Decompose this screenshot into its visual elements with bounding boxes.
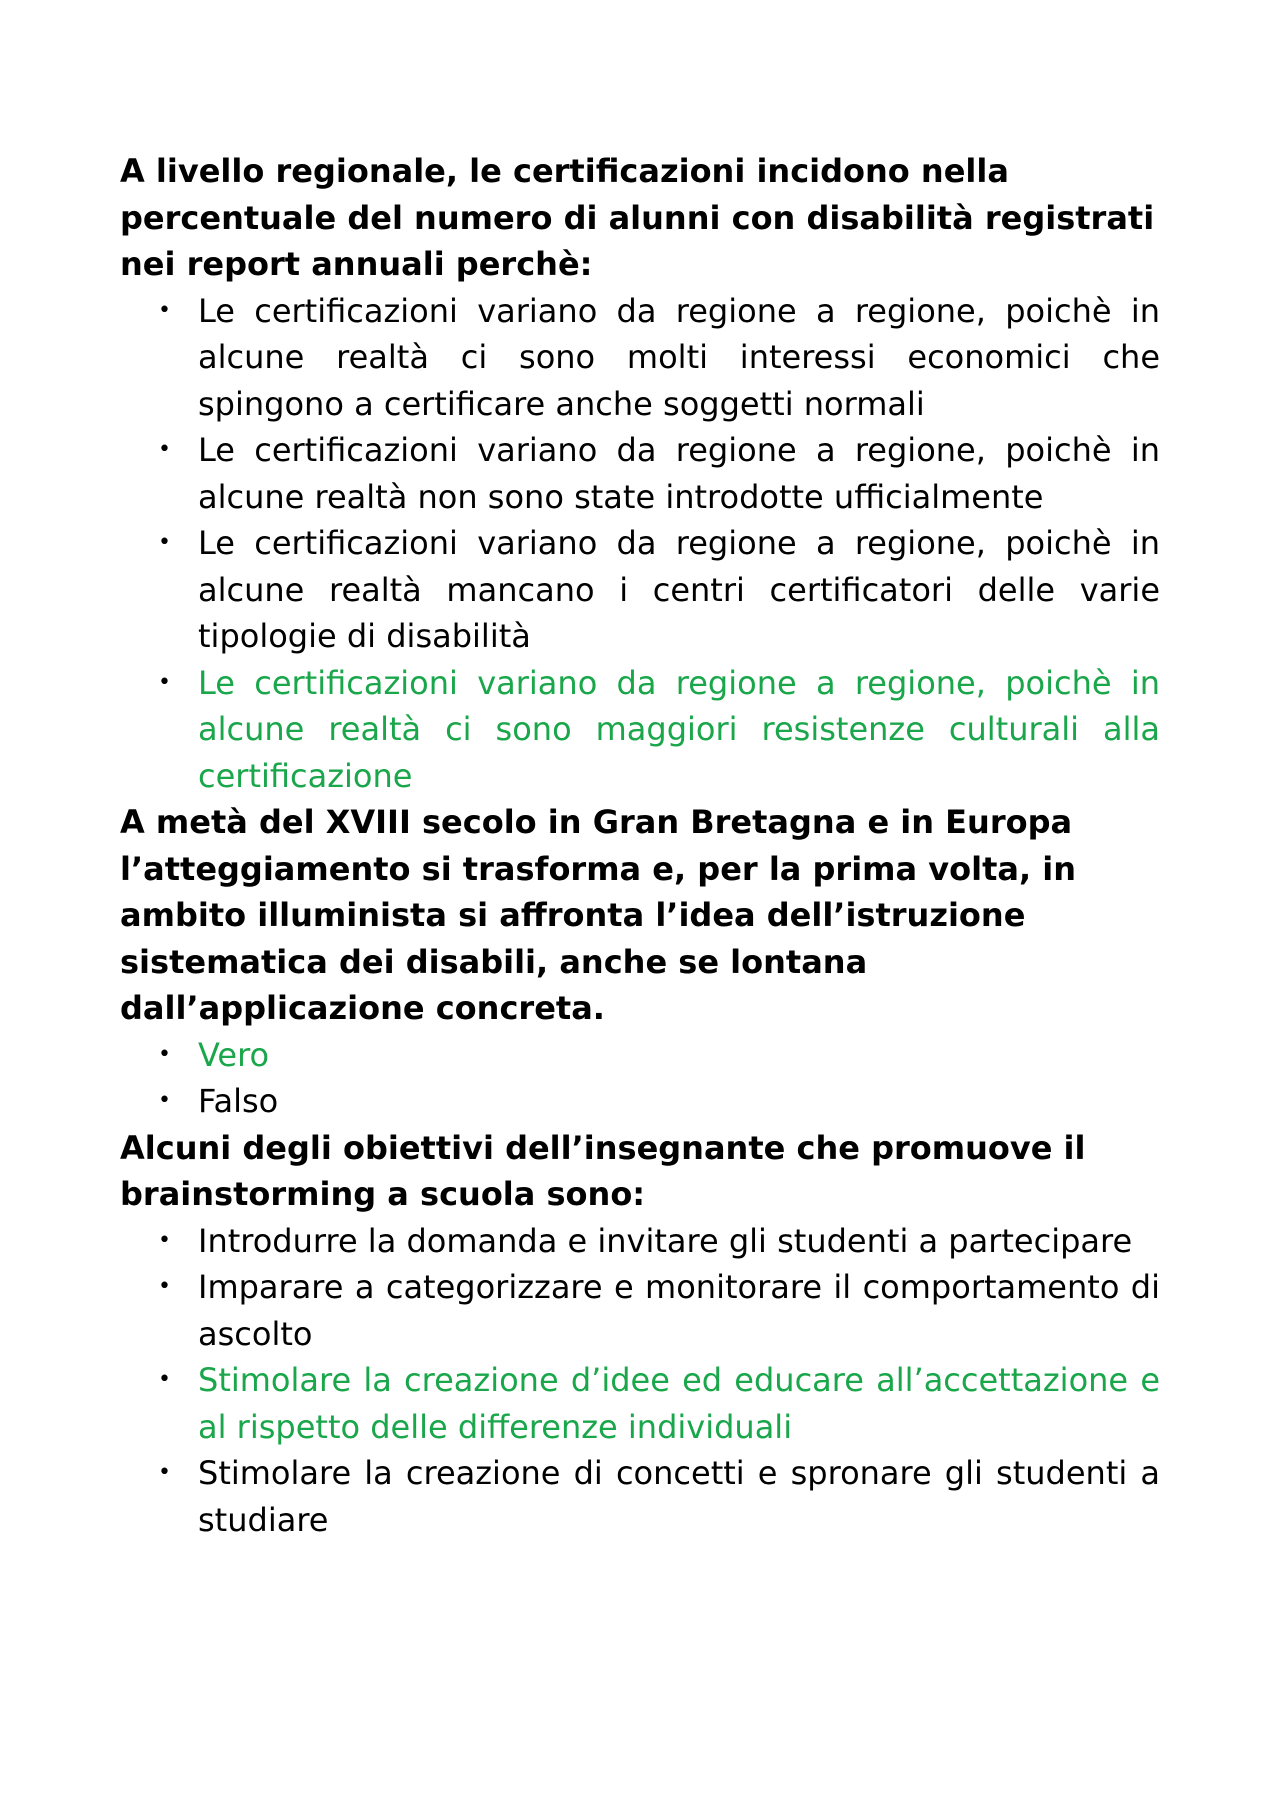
bullet-icon: • — [158, 297, 171, 323]
bullet-icon: • — [158, 669, 171, 695]
bullet-icon: • — [158, 1041, 171, 1067]
answer-option-correct — [120, 1032, 1160, 1079]
question-block — [120, 1125, 1160, 1544]
bullet-icon: • — [158, 1460, 171, 1485]
answer-text: Le certificazioni variano da regione a regione, poichè in alcune realtà ci sono maggiori resistenze culturali alla certificazione — [198, 663, 1160, 795]
answer-list — [120, 288, 1160, 800]
answer-option — [120, 1264, 1160, 1357]
answer-text: Le certificazioni variano da regione a regione, poichè in alcune realtà ci sono molti interessi economici che spingono a certificare anche soggetti normali — [198, 291, 1160, 423]
question-block — [120, 799, 1160, 1125]
question-text: A metà del XVIII secolo in Gran Bretagna e in Europa l’atteggiamento si trasforma e, per la prima volta, in ambito illuminista si affronta l’idea dell’istruzione sistematica dei disabili, anche se lontana dall’applicazione concreta. — [120, 803, 1076, 1027]
answer-option — [120, 288, 1160, 428]
question-text: A livello regionale, le certificazioni incidono nella percentuale del numero di alunni con disabilità registrati nei report annuali perchè: — [120, 152, 1155, 283]
question-text: Alcuni degli obiettivi dell’insegnante che promuove il brainstorming a scuola sono: — [120, 1128, 1086, 1213]
answer-option — [120, 1078, 1160, 1125]
answer-text: Stimolare la creazione d’idee ed educare all’accettazione e al rispetto delle differenze individuali — [198, 1361, 1160, 1446]
document-page — [120, 148, 1160, 1543]
answer-text: Vero — [198, 1035, 270, 1074]
answer-option — [120, 520, 1160, 660]
answer-option — [120, 1450, 1160, 1543]
answer-option — [120, 427, 1160, 520]
answer-text: Le certificazioni variano da regione a regione, poichè in alcune realtà non sono state introdotte ufficialmente — [198, 431, 1160, 516]
answer-text: Le certificazioni variano da regione a regione, poichè in alcune realtà mancano i centri certificatori delle varie tipologie di disabilità — [198, 524, 1160, 655]
answer-list — [120, 1218, 1160, 1544]
question-block — [120, 148, 1160, 799]
answer-list — [120, 1032, 1160, 1125]
answer-text: Falso — [198, 1082, 279, 1120]
answer-text: Introdurre la domanda e invitare gli studenti a partecipare — [198, 1221, 1133, 1260]
bullet-icon: • — [158, 1227, 171, 1253]
bullet-icon: • — [158, 1088, 171, 1113]
bullet-icon: • — [158, 1367, 171, 1392]
answer-option-correct — [120, 1357, 1160, 1450]
bullet-icon: • — [158, 1274, 171, 1299]
bullet-icon: • — [158, 437, 171, 462]
answer-text: Imparare a categorizzare e monitorare il comportamento di ascolto — [198, 1268, 1160, 1353]
answer-text: Stimolare la creazione di concetti e spronare gli studenti a studiare — [198, 1454, 1160, 1539]
bullet-icon: • — [158, 530, 171, 555]
answer-option-correct — [120, 660, 1160, 800]
answer-option — [120, 1218, 1160, 1265]
